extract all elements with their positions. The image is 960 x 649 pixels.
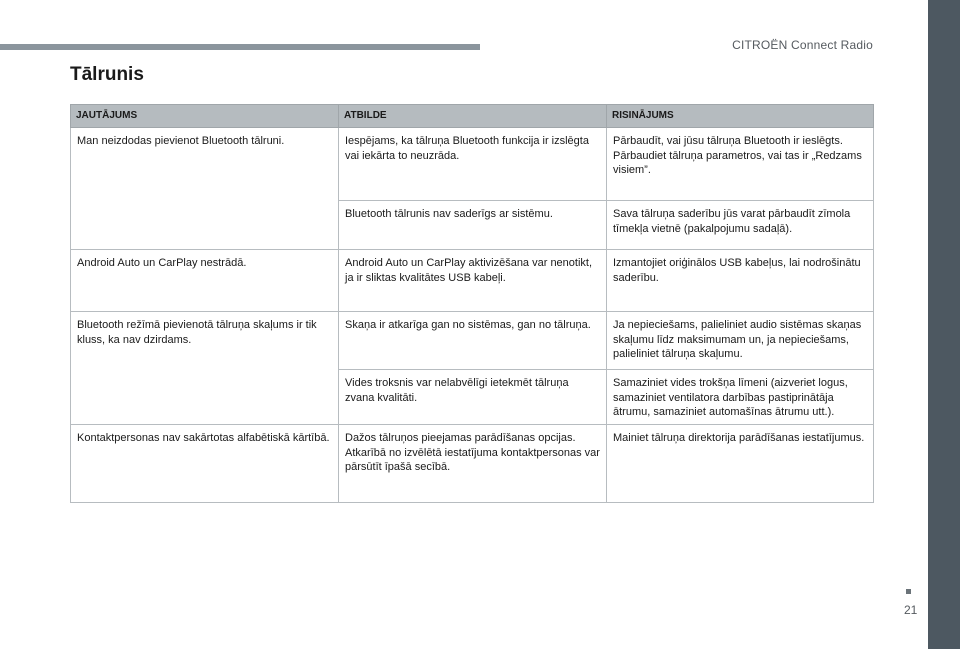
header-solution: RISINĀJUMS [607,105,874,128]
header-answer: ATBILDE [339,105,607,128]
solution-cell: Mainiet tālruņa direktorija parādīšanas iestatījumus. [607,425,874,503]
solution-cell: Izmantojiet oriģinālos USB kabeļus, lai nodrošinātu saderību. [607,250,874,312]
table-row [71,312,874,370]
header-question: JAUTĀJUMS [71,105,339,128]
table-row [71,128,874,201]
answer-cell: Skaņa ir atkarīga gan no sistēmas, gan no tālruņa. [339,312,607,370]
table-row [71,425,874,503]
page-title: Tālrunis [70,64,144,85]
solution-cell: Ja nepieciešams, palieliniet audio sistēmas skaņas skaļumu līdz maksimumam un, ja nepieciešams, palieliniet tālruņa skaļumu. [607,312,874,370]
page-number: 21 [904,603,918,617]
question-cell: Bluetooth režīmā pievienotā tālruņa skaļums ir tik kluss, ka nav dzirdams. [71,312,339,425]
question-cell: Man neizdodas pievienot Bluetooth tālruni. [71,128,339,250]
answer-cell: Bluetooth tālrunis nav saderīgs ar sistēmu. [339,201,607,250]
answer-cell: Vides troksnis var nelabvēlīgi ietekmēt tālruņa zvana kvalitāti. [339,370,607,425]
question-cell: Kontaktpersonas nav sakārtotas alfabētiskā kārtībā. [71,425,339,503]
question-cell: Android Auto un CarPlay nestrādā. [71,250,339,312]
header-rule [0,44,480,50]
troubleshooting-table [70,104,873,503]
page-marker [906,589,911,594]
solution-cell: Sava tālruņa saderību jūs varat pārbaudīt zīmola tīmekļa vietnē (pakalpojumu sadaļā). [607,201,874,250]
answer-cell: Iespējams, ka tālruņa Bluetooth funkcija ir izslēgta vai iekārta to neuzrāda. [339,128,607,201]
answer-cell: Android Auto un CarPlay aktivizēšana var nenotikt, ja ir sliktas kvalitātes USB kabeļi. [339,250,607,312]
solution-cell: Pārbaudīt, vai jūsu tālruņa Bluetooth ir ieslēgts. Pārbaudiet tālruņa parametros, vai tas ir „Redzams visiem”. [607,128,874,201]
solution-cell: Samaziniet vides trokšņa līmeni (aizveriet logus, samaziniet ventilatora darbības pastiprinātāja ātrumu, samaziniet automašīnas ātrumu utt.). [607,370,874,425]
table-header-row [71,105,874,128]
table-row [71,250,874,312]
header-brand: CITROËN Connect Radio [732,38,873,52]
answer-cell: Dažos tālruņos pieejamas parādīšanas opcijas. Atkarībā no izvēlētā iestatījuma kontaktpersonas var pārsūtīt īpašā secībā. [339,425,607,503]
side-band [928,0,960,649]
